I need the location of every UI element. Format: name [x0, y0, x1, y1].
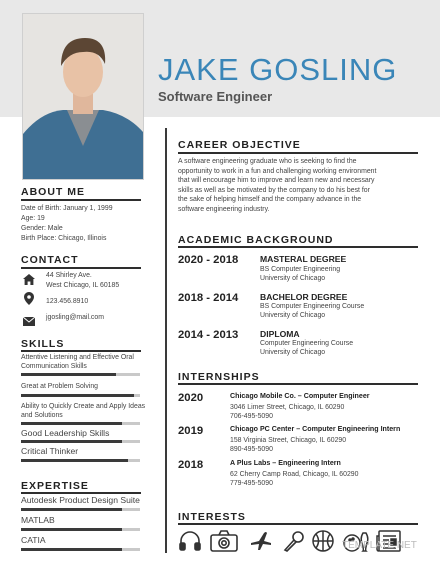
address-line1: 44 Shirley Ave.	[46, 272, 92, 279]
email-text: jgosling@mail.com	[46, 314, 104, 321]
expertise-label: MATLAB	[21, 515, 55, 525]
academic-course: BS Computer Engineering Course	[260, 303, 365, 310]
contact-heading: CONTACT	[21, 254, 79, 266]
objective-rule	[178, 152, 418, 154]
academic-years: 2014 - 2013	[178, 329, 239, 341]
objective-text	[178, 157, 418, 215]
expertise-bar-fill	[21, 528, 122, 531]
headphones-icon	[178, 530, 202, 557]
objective-line: skills as well as be motivated by the company to do his best for	[178, 186, 370, 194]
expertise-bar-fill	[21, 508, 122, 511]
internship-year: 2018	[178, 459, 204, 471]
objective-line: A software engineering graduate who is seeking to find the	[178, 158, 357, 165]
internship-phone: 779-495-5090	[230, 480, 273, 487]
camera-icon	[210, 530, 238, 557]
skill-bar	[21, 422, 140, 425]
contact-rule	[21, 267, 141, 269]
internship-title: Chicago Mobile Co. – Computer Engineer	[230, 392, 370, 400]
expertise-bar	[21, 528, 140, 531]
skill-label: Attentive Listening and Effective Oral Communication Skills	[21, 354, 134, 370]
internships-heading: INTERNSHIPS	[178, 371, 260, 383]
objective-heading: CAREER OBJECTIVE	[178, 139, 301, 151]
internship-year: 2020	[178, 392, 204, 404]
academic-years: 2018 - 2014	[178, 292, 239, 304]
skill-label: Good Leadership Skills	[21, 428, 110, 438]
address-line2: West Chicago, IL 60185	[46, 282, 120, 289]
academic-school: University of Chicago	[260, 312, 326, 319]
skills-heading: SKILLS	[21, 338, 65, 350]
academic-heading: ACADEMIC BACKGROUND	[178, 234, 334, 246]
expertise-label: Autodesk Product Design Suite	[21, 495, 140, 505]
skill-bar-fill	[21, 373, 116, 376]
internship-phone: 890-495-5090	[230, 446, 273, 453]
watermark: TEMPLATE.NET	[342, 540, 417, 551]
expertise-bar-fill	[21, 548, 122, 551]
internship-phone: 706-495-5090	[230, 413, 273, 420]
internship-title: Chicago PC Center – Computer Engineering Intern	[230, 425, 401, 433]
profile-photo	[22, 13, 144, 180]
about-line: Gender: Male	[21, 225, 63, 232]
expertise-rule	[21, 492, 141, 494]
skills-rule	[21, 350, 141, 352]
skill-label: Ability to Quickly Create and Apply Ideas and Solutions	[21, 403, 146, 419]
airplane-icon	[249, 530, 273, 557]
skill-bar-fill	[21, 459, 128, 462]
academic-degree: BACHELOR DEGREE	[260, 292, 348, 302]
expertise-heading: EXPERTISE	[21, 480, 89, 492]
candidate-name: JAKE GOSLING	[158, 52, 398, 87]
academic-degree: MASTERAL DEGREE	[260, 254, 347, 264]
expertise-label: CATIA	[21, 535, 46, 545]
skill-label: Great at Problem Solving	[21, 383, 98, 390]
column-divider	[165, 128, 167, 553]
internships-rule	[178, 383, 418, 385]
home-icon	[23, 272, 35, 290]
expertise-bar	[21, 508, 140, 511]
basketball-icon	[311, 530, 335, 557]
internship-title: A Plus Labs – Engineering Intern	[230, 459, 341, 467]
objective-line: that will encourage him to improve and learn new and necessary	[178, 177, 375, 185]
academic-rule	[178, 246, 418, 248]
microphone-icon	[282, 530, 306, 557]
objective-line: the sake of helping himself and the company advance in the	[178, 196, 362, 204]
objective-line: opportunity to work in a fun and challenging working environment	[178, 167, 377, 175]
internship-address: 158 Virginia Street, Chicago, IL 60290	[230, 437, 347, 444]
interests-heading: INTERESTS	[178, 511, 246, 523]
skill-bar-fill	[21, 440, 122, 443]
objective-line: software engineering industry.	[178, 205, 270, 213]
academic-years: 2020 - 2018	[178, 254, 239, 266]
skill-bar	[21, 373, 140, 376]
internship-address: 3046 Limer Street, Chicago, IL 60290	[230, 404, 345, 411]
about-rule	[21, 199, 141, 201]
academic-school: University of Chicago	[260, 275, 326, 282]
about-line: Birth Place: Chicago, Illinois	[21, 235, 107, 242]
mail-icon	[23, 313, 35, 331]
skill-bar-fill	[21, 394, 134, 397]
skill-bar	[21, 440, 140, 443]
job-title: Software Engineer	[158, 89, 273, 104]
internship-address: 62 Cherry Camp Road, Chicago, IL 60290	[230, 471, 359, 478]
academic-course: BS Computer Engineering	[260, 266, 341, 273]
skill-bar-fill	[21, 422, 122, 425]
interests-rule	[178, 523, 418, 525]
academic-course: Computer Engineering Course	[260, 340, 354, 347]
internship-year: 2019	[178, 425, 204, 437]
about-line: Age: 19	[21, 215, 45, 222]
about-line: Date of Birth: January 1, 1999	[21, 205, 113, 212]
academic-school: University of Chicago	[260, 349, 326, 356]
expertise-bar	[21, 548, 140, 551]
phone-text: 123.456.8910	[46, 298, 89, 305]
skill-bar	[21, 394, 140, 397]
location-pin-icon	[24, 292, 34, 310]
skill-bar	[21, 459, 140, 462]
academic-degree: DIPLOMA	[260, 329, 300, 339]
about-heading: ABOUT ME	[21, 186, 85, 198]
skill-label: Critical Thinker	[21, 446, 79, 456]
